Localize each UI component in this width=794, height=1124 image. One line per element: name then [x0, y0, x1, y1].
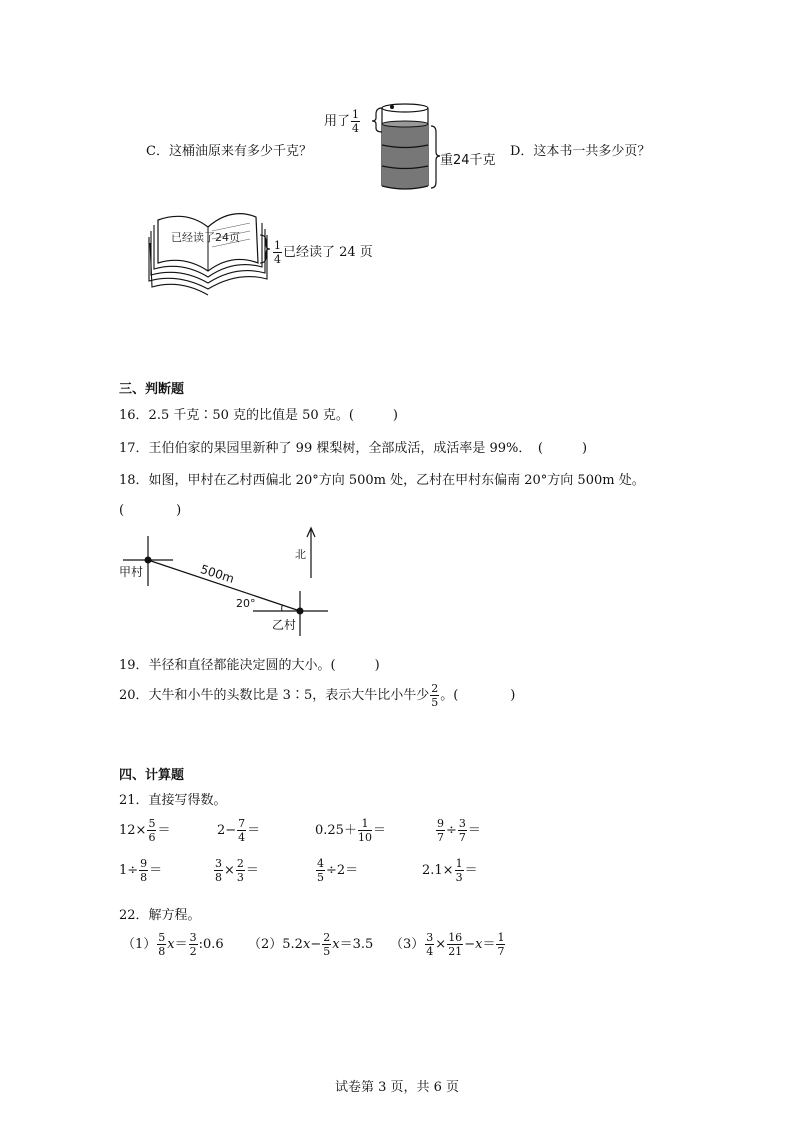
- question-18: 18．如图，甲村在乙村西偏北 20°方向 500m 处，乙村在甲村东偏南 20°方向 500m 处。: [119, 473, 645, 488]
- calc-expr-8: 2.1× $\frac{1}{3}$ ＝: [422, 857, 478, 884]
- option-d-text: D．这本书一共多少页？: [510, 144, 651, 159]
- equation-2: （2）5.2x− $\frac{2}{5}$ x＝3.5: [248, 931, 374, 958]
- question-16: 16．2.5 千克∶50 克的比值是 50 克。( ): [119, 408, 398, 423]
- section4-heading: 四、计算题: [119, 768, 185, 783]
- distance-label: 500m: [198, 562, 236, 587]
- village-b-label: 乙村: [272, 618, 297, 632]
- open-book-figure: [146, 205, 266, 300]
- village-a-label: 甲村: [119, 565, 144, 579]
- equation-3: （3） $\frac{3}{4}$ × $\frac{16}{21}$ −x＝ $\frac{1}{7}$: [390, 931, 505, 958]
- barrel-weight-label: 重24千克: [440, 153, 496, 168]
- section3-heading: 三、判断题: [119, 382, 185, 397]
- calc-expr-3: 0.25＋ $\frac{1}{10}$ ＝: [315, 817, 386, 844]
- option-c-text: C．这桶油原来有多少千克？: [146, 144, 312, 159]
- calc-expr-4: $\frac{9}{7}$ ÷ $\frac{3}{7}$ ＝: [437, 817, 481, 844]
- angle-label: 20°: [236, 597, 256, 610]
- equation-1: （1） $\frac{5}{8}$ x＝ $\frac{3}{2}$ :0.6: [122, 931, 224, 958]
- question-17: 17．王伯伯家的果园里新种了 99 棵梨树，全部成活，成活率是 99%． ( ): [119, 441, 588, 456]
- question-21: 21．直接写得数。: [119, 793, 227, 808]
- book-fraction-text: $\frac{1}{4}$ 已经读了 24 页: [274, 239, 373, 266]
- book-label: 已经读了24页: [171, 231, 240, 244]
- calc-expr-1: 12× $\frac{5}{6}$ ＝: [119, 817, 171, 844]
- barrel-used-label: 用了 $\frac{1}{4}$: [324, 108, 360, 135]
- calc-expr-5: 1÷ $\frac{9}{8}$ ＝: [119, 857, 163, 884]
- question-22: 22．解方程。: [119, 908, 201, 923]
- calc-expr-6: $\frac{3}{8}$ × $\frac{2}{3}$ ＝: [215, 857, 259, 884]
- question-18-blank: ( ): [119, 503, 182, 518]
- calc-expr-7: $\frac{4}{5}$ ÷2＝: [317, 857, 359, 884]
- north-label: 北: [295, 548, 306, 561]
- calc-expr-2: 2− $\frac{7}{4}$ ＝: [217, 817, 261, 844]
- question-19: 19．半径和直径都能决定圆的大小。( ): [119, 658, 380, 673]
- page-footer: 试卷第 3 页，共 6 页: [334, 1080, 460, 1095]
- oil-barrel-figure: [370, 100, 440, 195]
- question-20: 20．大牛和小牛的头数比是 3∶5，表示大牛比小牛少 $\frac{2}{5}$ 。( ): [119, 682, 516, 709]
